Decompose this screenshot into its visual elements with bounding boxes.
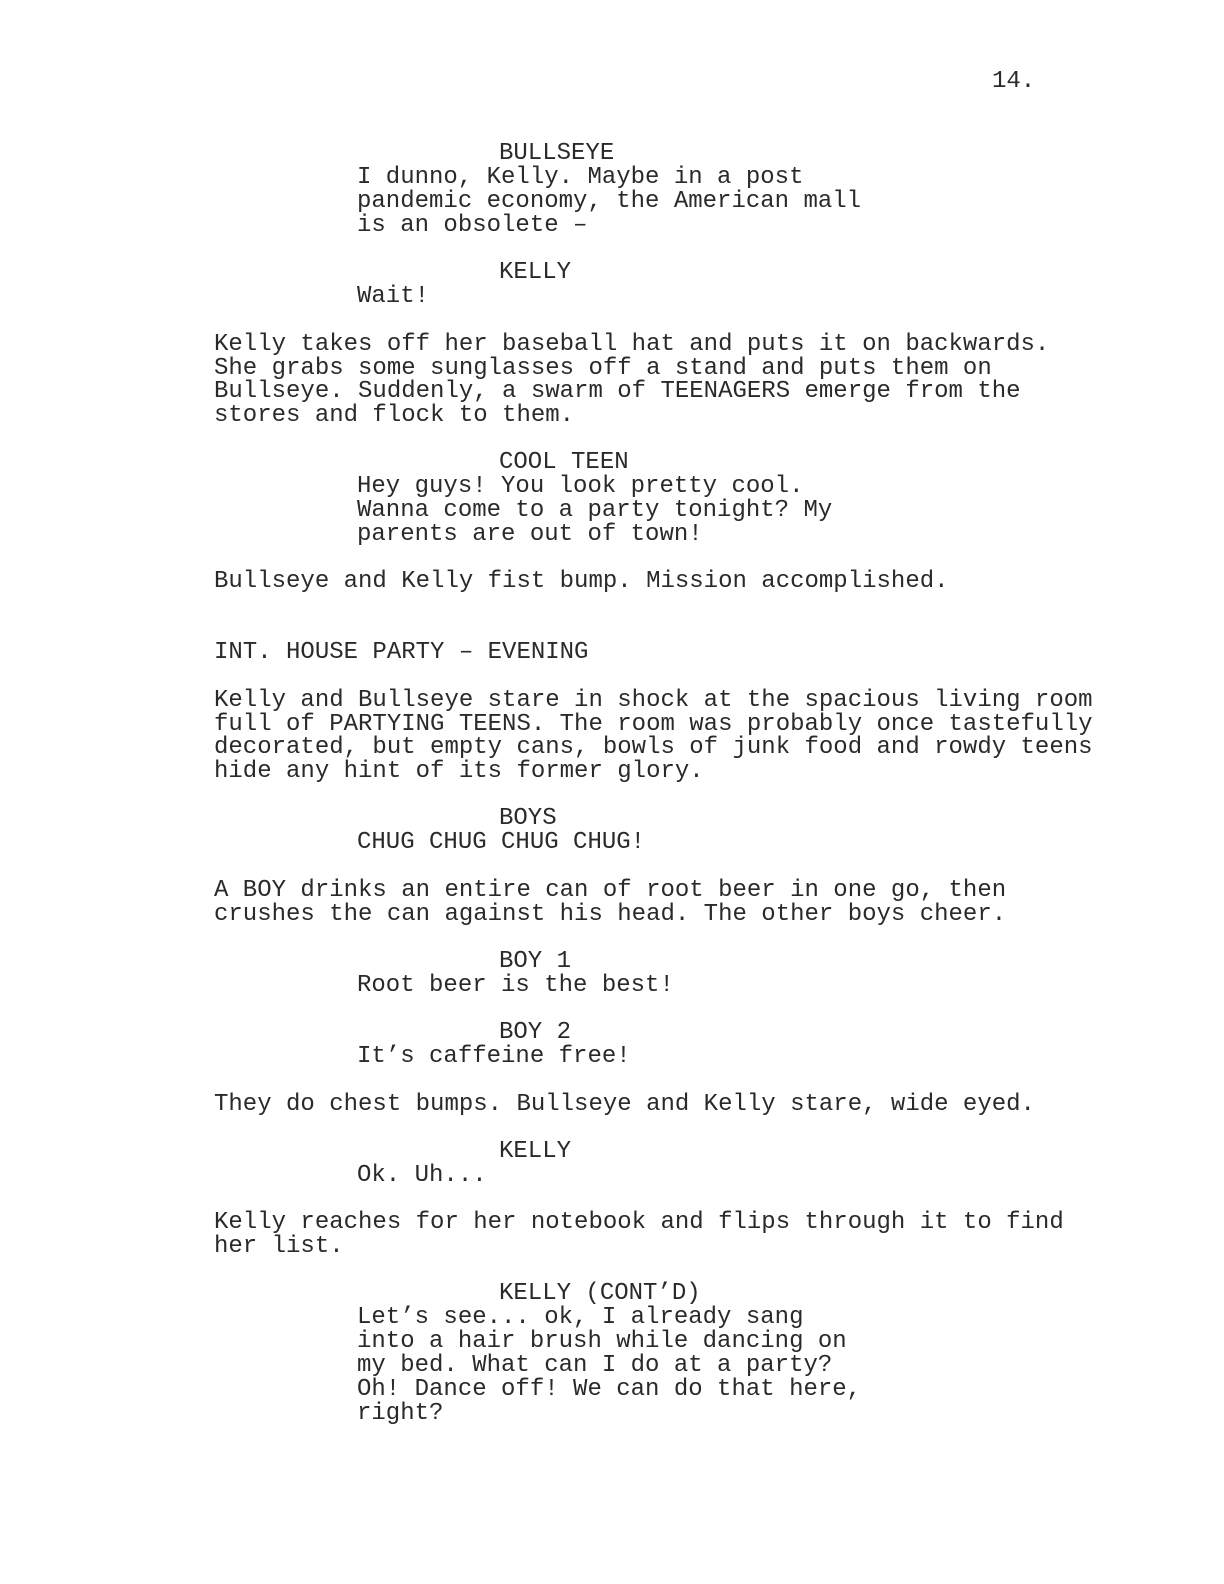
scene-heading: INT. HOUSE PARTY – EVENING <box>214 639 589 666</box>
action-line: Bullseye and Kelly fist bump. Mission accomplished. <box>214 568 949 595</box>
action-line: her list. <box>214 1233 344 1260</box>
action-line: full of PARTYING TEENS. The room was probably once tastefully <box>214 711 1093 738</box>
dialogue-line: pandemic economy, the American mall <box>357 188 862 215</box>
page-number: 14. <box>992 68 1036 95</box>
dialogue-line: into a hair brush while dancing on <box>357 1328 847 1355</box>
dialogue-line: Hey guys! You look pretty cool. <box>357 473 804 500</box>
action-line: Bullseye. Suddenly, a swarm of TEENAGERS emerge from the <box>214 378 1021 405</box>
character-name: KELLY (CONT’D) <box>499 1280 701 1307</box>
dialogue-line: my bed. What can I do at a party? <box>357 1352 833 1379</box>
dialogue-line: Wait! <box>357 283 430 310</box>
action-line: She grabs some sunglasses off a stand and puts them on <box>214 355 992 382</box>
dialogue-line: parents are out of town! <box>357 521 703 548</box>
dialogue-line: It’s caffeine free! <box>357 1043 631 1070</box>
character-name: BOYS <box>499 805 557 832</box>
dialogue-line: is an obsolete – <box>357 212 588 239</box>
dialogue-line: Wanna come to a party tonight? My <box>357 497 833 524</box>
dialogue-line: CHUG CHUG CHUG CHUG! <box>357 829 646 856</box>
action-line: Kelly and Bullseye stare in shock at the spacious living room <box>214 687 1093 714</box>
character-name: BOY 2 <box>499 1019 572 1046</box>
character-name: COOL TEEN <box>499 449 629 476</box>
character-name: KELLY <box>499 259 572 286</box>
dialogue-line: Let’s see... ok, I already sang <box>357 1304 804 1331</box>
action-line: A BOY drinks an entire can of root beer in one go, then <box>214 877 1007 904</box>
action-line: Kelly takes off her baseball hat and puts it on backwards. <box>214 331 1050 358</box>
dialogue-line: I dunno, Kelly. Maybe in a post <box>357 164 804 191</box>
action-line: stores and flock to them. <box>214 402 575 429</box>
action-line: hide any hint of its former glory. <box>214 758 704 785</box>
dialogue-line: Oh! Dance off! We can do that here, <box>357 1376 862 1403</box>
character-name: BOY 1 <box>499 948 572 975</box>
dialogue-line: Root beer is the best! <box>357 972 674 999</box>
action-line: They do chest bumps. Bullseye and Kelly stare, wide eyed. <box>214 1091 1035 1118</box>
action-line: decorated, but empty cans, bowls of junk food and rowdy teens <box>214 734 1093 761</box>
dialogue-line: Ok. Uh... <box>357 1162 487 1189</box>
action-line: Kelly reaches for her notebook and flips through it to find <box>214 1209 1064 1236</box>
action-line: crushes the can against his head. The other boys cheer. <box>214 901 1007 928</box>
character-name: BULLSEYE <box>499 140 615 167</box>
dialogue-line: right? <box>357 1400 444 1427</box>
character-name: KELLY <box>499 1138 572 1165</box>
